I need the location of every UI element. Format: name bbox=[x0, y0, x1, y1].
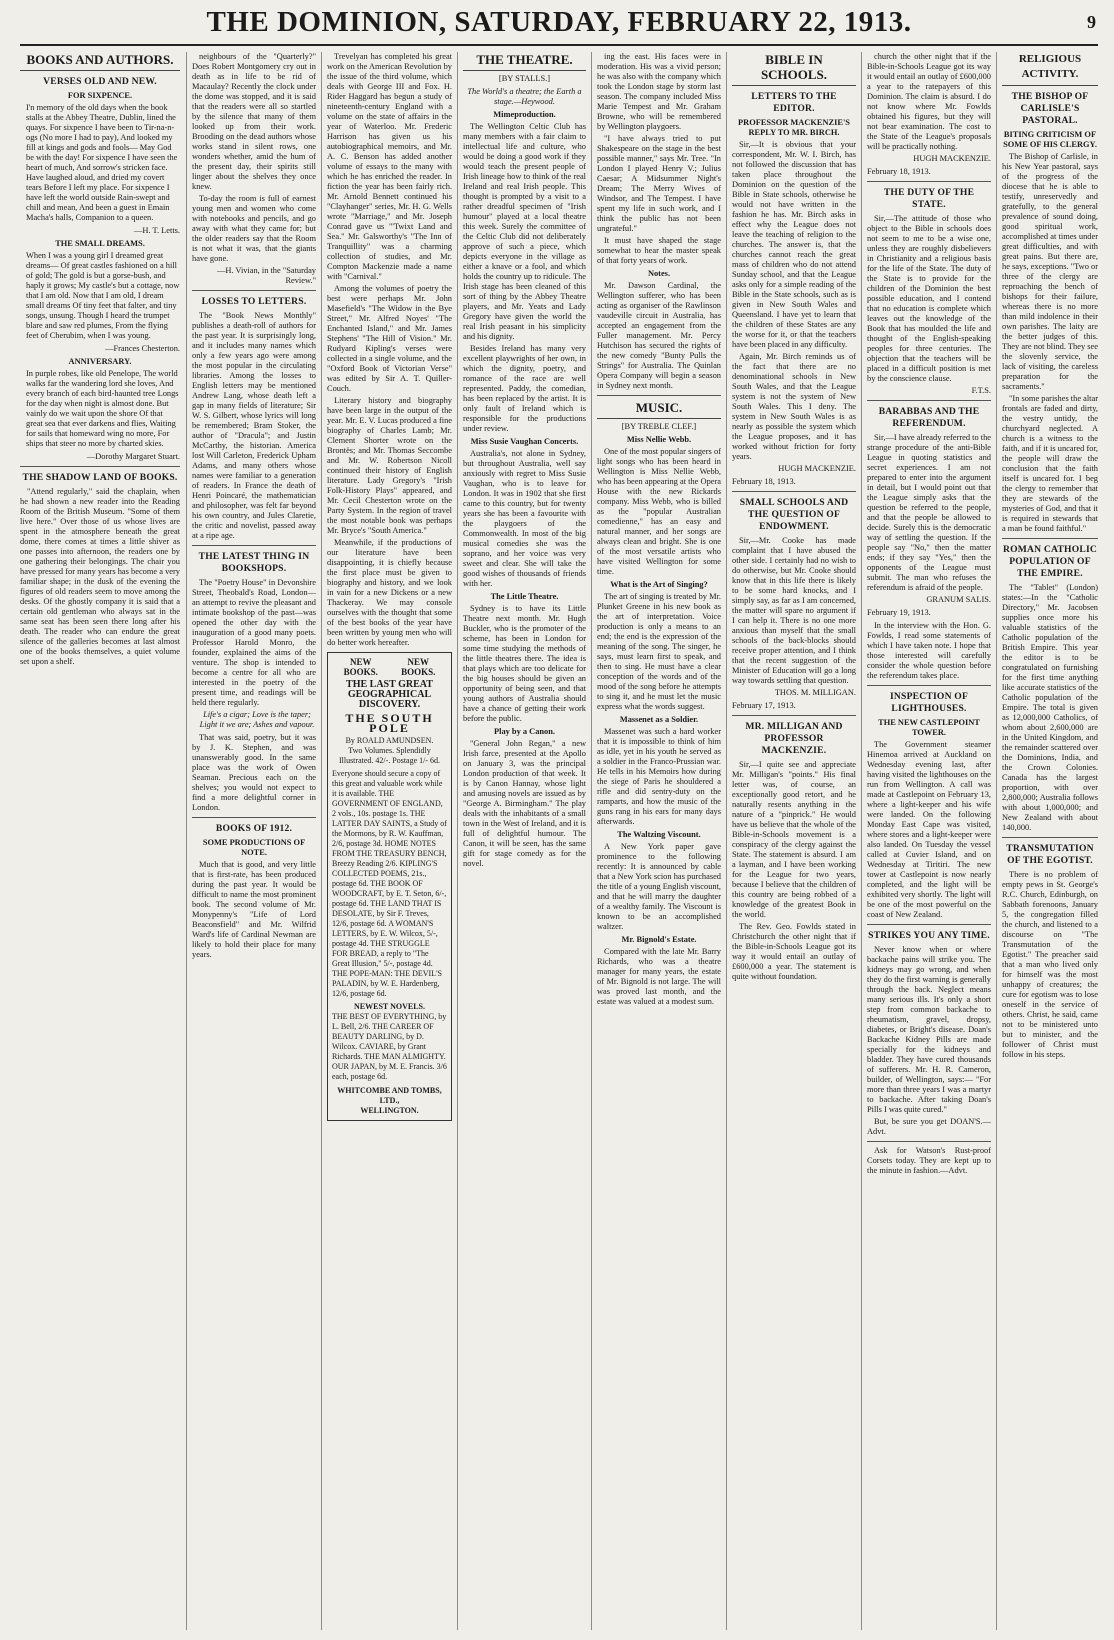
article-text: "General John Regan," a new Irish farce, presented at the Apollo on January 3, was the principal London production of that week. It is by Canon Hannay, whose light and amusing novels are issued as by "George A. Birmingham." The play deals with the inhabitants of a small town in the West of Ireland, and it is full of delightful humour. The Canon, it will be seen, has the same gift for stage comedy as for the novel. bbox=[463, 739, 586, 868]
letter-signature: HUGH MACKENZIE. bbox=[913, 154, 991, 163]
article-heading: MR. MILLIGAN AND PROFESSOR MACKENZIE. bbox=[745, 721, 843, 756]
article-subheading: The Little Theatre. bbox=[490, 592, 559, 601]
article-text: Meanwhile, if the productions of our literature have been disappointing, it is chiefly because the first place must be given to biography and history, and we look in vain for a new Dickens or a new Thackeray. We may console ourselves with the thought that some of the best books of the year have been written by young men who will do better work hereafter. bbox=[327, 538, 452, 647]
column-books-and-advert bbox=[327, 52, 452, 1630]
letter-text: Sir,—The attitude of those who object to the Bible in schools does not seem to me to be a wise one, unless they are roughly disbelievers in Christianity and a religious basis for the life of the State. The duty of the State is to provide for the children of the Dominion the best possible education, and I contend that no education is complete which leaves out the knowledge of the Book that has moulded the life and thought of the English-speaking peoples for three centuries. The objection that the teachers will be placed in a difficult position is met by the conscience clause. bbox=[867, 214, 991, 383]
article-subheading: Mimeproduction. bbox=[493, 110, 556, 119]
quoted-verse: Life's a cigar; Love is the taper; Light it we are; Ashes and vapour. bbox=[199, 710, 315, 729]
article-heading: SMALL SCHOOLS AND THE QUESTION OF ENDOWMENT. bbox=[739, 497, 849, 532]
divider bbox=[732, 715, 856, 716]
article-heading: BOOKS OF 1912. bbox=[215, 823, 293, 834]
ad-details: Two Volumes. Splendidly Illustrated. 42/-. Postage 1/- 6d. bbox=[338, 746, 441, 765]
divider bbox=[867, 685, 991, 686]
ad-header-left: NEW BOOKS. bbox=[343, 657, 378, 677]
article-text: Among the volumes of poetry the best were perhaps Mr. John Masefield's "The Widow in the Bye Street," Mr. Alfred Noyes' "The Enchanted Island," and Mr. James Stephens' "The Hill of Vision." Mr. Rudyard Kipling's verses were collected in a single volume, and the "Oxford Book of Victorian Verse" was edited by Sir A. T. Quiller-Couch. bbox=[327, 284, 452, 393]
letter-text: Sir,—Mr. Cooke has made complaint that I have abused the other side. I certainly had no wish to do otherwise, but Mr. Cooke should know that in this life there is likely to be some hard knocks, and I simply say, as far as I am concerned, the matter will spare no argument if I can help it. There is no one more anxious than myself that the small schools of the back-blocks should receive proper attention, and I think that the recent suggestion of the Minister of Education will go a long way towards settling that question. bbox=[732, 536, 856, 685]
ad-firm-name: WHITCOMBE AND TOMBS, LTD., bbox=[337, 1086, 442, 1105]
column-letters-continued bbox=[867, 52, 991, 1630]
column-rule bbox=[591, 52, 592, 1630]
article-heading: ROMAN CATHOLIC POPULATION OF THE EMPIRE. bbox=[1002, 544, 1098, 579]
ad-header bbox=[332, 657, 447, 677]
poem-text: When I was a young girl I dreamed great dreams— Of great castles fashioned on a hill of gold; The gold is but a gorse-bush, and haply it grows; My castle's but a cottage, now that I am old. Now that I am old, I dream small dreams Of tiny feet that falter, and tiny songs, unsung. Though I heard the trumpet blare and saw red plumes, From the flying feet of Cherubim, when I was young. bbox=[26, 251, 180, 340]
section-title: RELIGIOUS ACTIVITY. bbox=[1002, 52, 1098, 86]
article-signature: —H. Vivian, in the "Saturday Review." bbox=[216, 266, 316, 285]
section-title: THE THEATRE. bbox=[463, 52, 586, 71]
poem-title: THE SMALL DREAMS. bbox=[55, 239, 145, 248]
article-text: The Wellington Celtic Club has many members with a fair claim to intellectual life and culture, who would be doing a good work if they would teach the present people of Irish lineage how to think of the real Ireland and real Irish people. This thought is prompted by a visit to a rather dreadful specimen of "Irish humour" played at a local theatre this week. Surely the committee of the Celtic Club did not deliberately approve of such a piece, which depicts everyone in the village as either a knave or a fool, and which holds the country up to ridicule. The Irish stage has been cleaned of this sort of thing by the Abbey Theatre players, and Mr. Yeats and Lady Gregory have given the world the real Irish peasant in his simplicity and his dignity. bbox=[463, 122, 586, 341]
section-title: BOOKS AND AUTHORS. bbox=[20, 52, 180, 71]
ad-feature-title: THE SOUTH POLE bbox=[345, 711, 434, 735]
article-text: There is no problem of empty pews in St. George's R.C. Church, Edinburgh, on Sabbath forenoons, January 5, the congregation filled the church, and listened to a discourse on "The Transmutation of the Egotist." The preacher said that a man who lived only for himself was the most unhappy of creatures; the cure for egotism was to lose oneself in the service of others. Christ, he said, came not to be ministered unto but to minister, and the follower of Christ must follow in his steps. bbox=[1002, 870, 1098, 1059]
section-title: BIBLE IN SCHOOLS. bbox=[732, 52, 856, 86]
article-text: "Attend regularly," said the chaplain, when he had shown a new reader into the Reading Room of the British Museum. "Some of them live here." Over those of us whose lives are spent in the atmosphere beneath the great dome, there comes at times a little shiver as one passes into afternoon, the readers one by one gathering their belongings. The chair you have pressed for many years has become a very familiar shape; in the dusk of the evening the figures of old readers seem to move among the desks. Of the ghostly company it is said that a certain old gentleman who always sat in the same seat has been seen there long after his death. The reader who can endure the great silence of the galleries becomes at last almost one of the books themselves, a quiet volume set upon a shelf. bbox=[20, 487, 180, 666]
article-text: It must have shaped the stage somewhat to hear the master speak of that forty years of work. bbox=[597, 236, 721, 265]
letter-date: February 18, 1913. bbox=[867, 167, 931, 176]
article-text: Compared with the late Mr. Barry Richards, who was a theatre manager for many years, the estate of Mr. Bignold is not large. The will was proved last month, and the estate was valued at a modest sum. bbox=[597, 947, 721, 1006]
divider bbox=[1002, 837, 1098, 838]
article-heading: THE LATEST THING IN BOOKSHOPS. bbox=[198, 551, 310, 574]
divider bbox=[867, 181, 991, 182]
article-text: The "Book News Monthly" publishes a death-roll of authors for the past year. It is surprisingly long, and it includes many names which only a few years ago were among the most popular in the circulating libraries. Among the losses to English letters may be mentioned Andrew Lang, whose death left a gap in many fields of literature; Sir W. S. Gilbert, whose lyrics will long be remembered; Bram Stoker, the author of "Dracula"; and Justin McCarthy, the historian. America lost Will Carleton, Frederick Upham Adams, and many others whose names were familiar to a generation of readers. In France the death of Henri Poincaré, the mathematician and philosopher, was felt far beyond his own country, and Jules Claretie, the critic and novelist, passed away at a ripe age. bbox=[192, 311, 316, 540]
article-text: The Government steamer Hinemoa arrived at Auckland on Wednesday evening last, after having visited the lighthouses on the run from Wellington. A call was made at Castlepoint on February 13, where a light-keeper and his wife were landed. On the following Monday East Cape was visited, where stores and a light-keeper were also landed. On Tuesday the vessel called at Cuvier Island, and on Wednesday at Tiritiri. The new tower at Castlepoint is now nearly completed, and the light will be exhibited very shortly. The light will be one of the most powerful on the coast of New Zealand. bbox=[867, 740, 991, 919]
column-rule bbox=[457, 52, 458, 1630]
article-text: The "Tablet" (London) states:—In the "Catholic Directory," Mr. Jacobsen supplies once more his valuable statistics of the Catholic population of the British Empire. This year the editor is to be congratulated on furnishing for the first time anything like accurate statistics of the Catholic population of the Empire. The total is given as 12,000,000 Catholics, of whom about 2,600,000 are in the United Kingdom, and the remainder scattered over the Dominions, India, and the Crown Colonies. Canada has the largest proportion, with over 2,800,000; Australia follows with about 1,000,000; and New Zealand with about 140,000. bbox=[1002, 583, 1098, 832]
letter-signature: THOS. M. MILLIGAN. bbox=[774, 688, 856, 697]
column-religious-activity bbox=[1002, 52, 1098, 1630]
article-text: Australia's, not alone in Sydney, but throughout Australia, well say anxiously with regret to Miss Susie Vaughan, who is to leave for London. It was in 1902 that she first came to this country, but for twenty years she has been a favourite with the playgoers of the Commonwealth. In most of the big musical comedies she was the soprano, and her voice was very sweet and clear. She will take the good wishes of thousands of friends with her. bbox=[463, 449, 586, 588]
advert-text: Never know when or where backache pains will strike you. The kidneys may go wrong, and when they do the first warning is generally through the back. Neglect means many serious ills. It's only a short step from common backache to rheumatism, gravel, dropsy, diabetes, or Bright's disease. Doan's Backache Kidney Pills are made specially for the kidneys and bladder. They have cured thousands of sufferers. Mr. H. R. Cameron, builder, of Wellington, says:— "For more than three years I was a martyr to backache. After taking Doan's Pills I was quite cured." bbox=[867, 945, 991, 1114]
article-text: To-day the room is full of earnest young men and women who come with notebooks and pencils, and go away with what they came for; but the older readers say that the Room is not what it was, that the giants have gone. bbox=[192, 194, 316, 263]
article-subheading: THE NEW CASTLEPOINT TOWER. bbox=[878, 718, 980, 737]
column-bible-in-schools bbox=[732, 52, 856, 1630]
article-subheading: PROFESSOR MACKENZIE'S REPLY TO MR. BIRCH. bbox=[738, 118, 850, 137]
article-heading: TRANSMUTATION OF THE EGOTIST. bbox=[1006, 843, 1094, 866]
ad-book-list: Everyone should secure a copy of this great and valuable work while it is available. THE GOVERNMENT OF ENGLAND, 2 vols., 10s. postage 1s. THE LATTER DAY SAINTS, a Study of the Mormons, by R. W. Kauffman, 2/6, postage 3d. HOME NOTES FROM THE TREASURY BENCH, Breezy Reading 2/6. KIPLING'S COLLECTED POEMS, 21s., postage 6d. THE BOOK OF WOODCRAFT, by E. T. Seton, 6/-, postage 6d. THE LAND THAT IS DESOLATE, by Sir F. Treves, 12/6, postage 6d. A WOMAN'S LETTERS, by E. W. Wilcox, 5/-, postage 4d. THE STRUGGLE FOR BREAD, a reply to "The Great Illusion," 5/-, postage 4d. THE POPE-MAN: THE DEVIL'S PALADIN, by W. E. Hardenberg, 12/6, postage 6d. bbox=[332, 769, 447, 998]
letter-date: February 19, 1913. bbox=[867, 608, 931, 617]
article-subheading: BITING CRITICISM OF SOME OF HIS CLERGY. bbox=[1003, 130, 1097, 149]
article-subheading: What is the Art of Singing? bbox=[610, 580, 708, 589]
ad-header-right: NEW BOOKS. bbox=[401, 657, 436, 677]
article-text: A New York paper gave prominence to the following recently: It is announced by cable that a New York scion has purchased the title of a young English viscount, and that he will marry the daughter of a wealthy family. The Viscount is known to be an accomplished waltzer. bbox=[597, 842, 721, 931]
article-heading: THE DUTY OF THE STATE. bbox=[883, 187, 975, 210]
article-text: Mr. Dawson Cardinal, the Wellington sufferer, who has been acting as organiser of the Rawlinson vaudeville circuit in Australia, has accepted an engagement from the Fuller management. Mr. Percy Hutchison has secured the rights of the new comedy "Bunty Pulls the Strings" for Australia. The Quinlan Opera Company will begin a season in Sydney next month. bbox=[597, 281, 721, 390]
article-heading: LETTERS TO THE EDITOR. bbox=[751, 91, 837, 114]
ad-novels-list: THE BEST OF EVERYTHING, by L. Bell, 2/6. THE CAREER OF BEAUTY DARLING, by D. Wilcox. CAVIARE, by Grant Richards. THE MAN ALMIGHTY. OUR JAPAN, by M. E. Francis. 3/6 each, postage 6d. bbox=[332, 1012, 447, 1081]
column-rule bbox=[186, 52, 187, 1630]
letter-text: church the other night that if the Bible-in-Schools League got its way it would entail an outlay of £600,000 a year to the ratepayers of this Dominion. The claim is absurd. I do not know where Mr. Fowlds obtained his figures, but they will not bear examination. The cost to the State of the League's proposals will be practically nothing. bbox=[867, 52, 991, 151]
poem-text: In purple robes, like old Penelope, The world walks far the wandering lord she loves, And every branch of each bird-haunted tree Longs for the day when night is almost done. But vainly do we wait upon the shore Of that great sea that ever darkens and flies, Waiting for sails that homeward wing no more, For ships that steer no more by charted skies. bbox=[26, 369, 179, 448]
article-text: Trevelyan has completed his great work on the American Revolution by the issue of the third volume, which deals with George III and Fox. H. Rider Haggard has begun a study of nineteenth-century England with a volume on the state of affairs in the year of Waterloo. Mr. Frederic Harrison has given us his autobiographical memoirs, and Mr. A. C. Benson has added another volume of essays to the many with which he has enriched the reader. In fiction the year has been fairly rich. Mr. Arnold Bennett continued his "Clayhanger" series, Mr. H. G. Wells wrote "Marriage," and Mr. Joseph Conrad gave us "'Twixt Land and Sea." Mr. Galsworthy's "The Inn of Tranquillity" was a charming collection of studies, and Mr. Compton Mackenzie made a name with "Carnival." bbox=[327, 52, 452, 281]
poem-title: FOR SIXPENCE. bbox=[67, 91, 133, 100]
divider bbox=[192, 290, 316, 291]
article-subheading: Miss Nellie Webb. bbox=[626, 435, 692, 444]
masthead-title: THE DOMINION, SATURDAY, FEBRUARY 22, 1913. bbox=[206, 6, 912, 38]
ad-title: THE LAST GREAT GEOGRAPHICAL DISCOVERY. bbox=[346, 679, 433, 710]
epigraph: The World's a theatre; the Earth a stage.—Heywood. bbox=[467, 87, 582, 106]
ad-author: By ROALD AMUNDSEN. bbox=[345, 736, 434, 745]
byline: [BY STALLS.] bbox=[498, 74, 551, 83]
bookseller-advertisement bbox=[327, 652, 452, 1121]
masthead bbox=[20, 4, 1098, 46]
article-heading: INSPECTION OF LIGHTHOUSES. bbox=[889, 691, 969, 714]
article-heading: THE BISHOP OF CARLISLE'S PASTORAL. bbox=[1011, 91, 1089, 126]
article-subheading: SOME PRODUCTIONS OF NOTE. bbox=[202, 838, 306, 857]
article-subheading: The Waltzing Viscount. bbox=[617, 830, 701, 839]
article-text: Sydney is to have its Little Theatre next month. Mr. Hugh Buckler, who is the promoter of the scheme, has been in London for some time studying the methods of the little theatres there. The idea is that plays which are too delicate for the big houses should be given an opportunity of being seen, and that young authors of Australia should have a chance of getting their work before the public. bbox=[463, 604, 586, 723]
column-the-theatre bbox=[463, 52, 586, 1630]
letter-text: Sir,—I have already referred to the strange procedure of the anti-Bible League in quoting statistics and secret experiences. I am not prepared to enter into the argument in detail, but I would point out that the League simply asks that the question be referred to the people, and that the people be allowed to decide. Surely this is the democratic way of settling the question. If the people say "No," then the matter ends; if they say "Yes," then the opponents of the League must submit. The man who refuses the referendum is afraid of the people. bbox=[867, 433, 991, 592]
article-subheading: Massenet as a Soldier. bbox=[619, 715, 699, 724]
article-subheading: Notes. bbox=[647, 269, 671, 278]
article-text: "In some parishes the altar frontals are faded and dirty, the vestry untidy, the churchyard neglected. A church is a witness to the faith, and if it is uncared for, the people will draw the conclusion that the faith itself is uncared for. I beg the clergy to remember that they are stewards of the mysteries of God, and that it is required in stewards that a man be found faithful." bbox=[1002, 394, 1098, 533]
poem-text: I'n memory of the old days when the book stalls at the Abbey Theatre, Dublin, lined the quays. For sixpence I have been to Tir-na-n-ogs (No more I had to pay), And looked my fill at kings and gods and fools— May God be with the day! For sixpence I have seen the heart of much, And sorrow's stricken face. Have laughed aloud, and dried my covert tears Before I left my place. For sixpence I have left the world outside Rain-swept and chill and mean, And been a guest in Emain Macha's halls, Companion to a queen. bbox=[26, 103, 178, 222]
letter-signature: HUGH MACKENZIE. bbox=[778, 464, 856, 473]
advert-heading: STRIKES YOU ANY TIME. bbox=[868, 930, 990, 941]
article-text: In the interview with the Hon. G. Fowlds, I read some statements of which I have taken note. I hope that those interested will carefully consider the whole question before the referendum takes place. bbox=[867, 621, 991, 680]
letter-text: Sir,—It is obvious that your correspondent, Mr. W. I. Birch, has not followed the discussion that has taken place throughout the Dominion on the question of the Bible in State schools, otherwise he would not have written in the fashion he has. Mr. Birch asks in effect why the League does not leave the teaching of religion to the churches. The answer is, that the churches cannot reach the great mass of children who do not attend Sunday school, and that the League asks only for a simple reading of the Bible in the State schools, such as is given in New South Wales and Queensland. I have yet to learn that the children of these States are any the worse for it, or that the teachers have been placed in any difficulty. bbox=[732, 140, 856, 349]
letter-text: Again, Mr. Birch reminds us of the fact that there are no denominational schools in New South Wales, and that the League system is not the system of New South Wales. This I deny. The system in New South Wales is as nearly as possible the system which the League proposes, and it has worked without friction for forty years. bbox=[732, 352, 856, 461]
divider bbox=[732, 491, 856, 492]
letter-text: Sir,—I quite see and appreciate Mr. Milligan's "points." His final letter was, of course, an exceptionally good retort, and he naturally resents anything in the nature of a "pinprick." He would have us believe that the whole of the Bible-in-Schools movement is a conspiracy of the clergy against the State. The statement is absurd. I am a layman, and I have been working for the League for two years, because I believe that the children of this country are being robbed of a knowledge of the greatest Book in the world. bbox=[732, 760, 856, 919]
article-subheading: Miss Susie Vaughan Concerts. bbox=[470, 437, 579, 446]
divider bbox=[1002, 538, 1098, 539]
letter-date: February 18, 1913. bbox=[732, 477, 796, 486]
divider bbox=[597, 395, 721, 396]
letter-text: The Rev. Geo. Fowlds stated in Christchurch the other night that if the Bible-in-Schools League got its way it would entail an outlay of £600,000 a year. The statement is quite without foundation. bbox=[732, 922, 856, 981]
article-text: One of the most popular singers of light songs who has been heard in Wellington is Miss Nellie Webb, who has been appearing at the Opera House with the new Rickards company. Miss Webb, who is billed as the "popular Australian comedienne," has an easy and natural manner, and her songs are always clean and bright. She is one of the most versatile artists who have visited Wellington for some time. bbox=[597, 447, 721, 576]
advert-text: Ask for Watson's Rust-proof Corsets today. They are kept up to the minute in fashion.—Advt. bbox=[867, 1146, 991, 1175]
column-rule bbox=[861, 52, 862, 1630]
column-rule bbox=[321, 52, 322, 1630]
poem-title: ANNIVERSARY. bbox=[68, 357, 132, 366]
article-text: neighbours of the "Quarterly?" Does Robert Montgomery cry out in death as in life to be rid of Macaulay? Recently the clock under the dome was stopped, and it is said that the readers were all so startled by the silence that many of them looked up from their work. Brooding on the dead authors whose works stand in silent rows, one wonders whether, amid the hum of the present day, their spirits still linger about the shelves they once knew. bbox=[192, 52, 316, 191]
column-rule bbox=[996, 52, 997, 1630]
article-text: The "Poetry House" in Devonshire Street, Theobald's Road, London—an attempt to revive the pleasant and intimate bookshop of the past—was opened the other day with the inauguration of a good many poets. Professor Harold Monro, the founder, explained the aims of the venture. The shop is intended to become a centre for all who are interested in the poetry of the present time, and readings will be held there regularly. bbox=[192, 578, 316, 707]
column-books-continued bbox=[192, 52, 316, 1630]
article-text: Besides Ireland has many very excellent playwrights of her own, in which the dignity, poetry, and romance of the race are well represented. Paddy, the comedian, has been replaced by the artist. It is only fault of Ireland which is responsible for the productions under review. bbox=[463, 344, 586, 433]
article-heading: VERSES OLD AND NEW. bbox=[43, 76, 157, 87]
section-title: MUSIC. bbox=[597, 400, 721, 419]
article-text: That was said, poetry, but it was by J. K. Stephen, and was unanswerably good. In the same place was the work of Owen Seaman. Precious each on the shelves; you would not expect to find a more delightful corner in London. bbox=[192, 733, 316, 812]
article-text: The Bishop of Carlisle, in his New Year pastoral, says of the progress of the diocese that he is able to testify, unreservedly and gratefully, to the general prevalence of sound doing, good spiritual work, accomplished at times under great difficulties, and with great pains. But there are, he says, exceptions. "Two or three of the clergy are reproaching the bench of bishops for their failure, whereas there is no more than mild indolence in their own parishes. The laity are the better judges of this. They are not blind. They see the slovenly service, the lack of visiting, the careless preparation for the sacraments." bbox=[1002, 152, 1098, 391]
column-books-and-authors bbox=[20, 52, 180, 1630]
article-text: "I have always tried to put Shakespeare on the stage in the best possible manner," says Mr. Tree. "In London I played Henry V.; Julius Caesar; A Midsummer Night's Dream; The Merry Wives of Windsor, and The Tempest. I have spent my life in such work, and I think the public has not been ungrateful." bbox=[597, 134, 721, 233]
poem-signature: —H. T. Letts. bbox=[134, 226, 180, 235]
article-heading: THE SHADOW LAND OF BOOKS. bbox=[22, 472, 178, 483]
letter-date: February 17, 1913. bbox=[732, 701, 796, 710]
ad-novels-heading: NEWEST NOVELS. bbox=[354, 1002, 425, 1011]
article-heading: LOSSES TO LETTERS. bbox=[201, 296, 307, 307]
letter-signature: GRANUM SALIS. bbox=[926, 595, 991, 604]
article-heading: BARABBAS AND THE REFERENDUM. bbox=[878, 406, 980, 429]
article-subheading: Play by a Canon. bbox=[494, 727, 555, 736]
divider bbox=[867, 400, 991, 401]
poem-signature: —Frances Chesterton. bbox=[105, 344, 180, 353]
divider bbox=[192, 817, 316, 818]
article-subheading: Mr. Bignold's Estate. bbox=[621, 935, 697, 944]
article-text: Much that is good, and very little that is first-rate, has been produced during the past year. It would be difficult to name the most prominent book. The second volume of Mr. Monypenny's "Life of Lord Beaconsfield" and Mr. Wilfrid Ward's life of Cardinal Newman are likely to hold their place for many years. bbox=[192, 860, 316, 959]
ad-firm-place: WELLINGTON. bbox=[360, 1106, 419, 1115]
article-text: Massenet was such a hard worker that it is impossible to think of him as idle, yet in his youth he served as a soldier in the Franco-Prussian war. He tells in his Memoirs how during the siege of Paris he shouldered a rifle and did sentry-duty on the ramparts, and how the music of the guns rang in his ears for many days afterwards. bbox=[597, 727, 721, 826]
byline: [BY TREBLE CLEF.] bbox=[621, 422, 697, 431]
divider bbox=[192, 545, 316, 546]
divider bbox=[867, 924, 991, 925]
letter-signature: F.T.S. bbox=[971, 386, 991, 395]
page-number: 9 bbox=[1087, 12, 1096, 32]
divider bbox=[867, 1141, 991, 1142]
column-theatre-and-music bbox=[597, 52, 721, 1630]
article-text: Literary history and biography have been large in the output of the year. Mr. E. V. Lucas produced a fine biography of Charles Lamb; Mr. Clement Shorter wrote on the Brontës; and Mr. Thomas Seccombe and Mr. W. Robertson Nicoll continued their history of English literature. Lady Gregory's "Irish Folk-History Plays" appeared, and Mr. Cecil Chesterton wrote on the Party System. In the region of travel the most notable book was perhaps Mr. Bryce's "South America." bbox=[327, 396, 452, 535]
article-text: The art of singing is treated by Mr. Plunket Greene in his new book as the art of interpretation. Voice production is only a means to an end; the end is the expression of the meaning of the song. The singer, he says, must learn first to speak, and then to sing. He must have a clear conception of the words and of the mood of the song before he attempts to sing it, and he must let the music express what the words suggest. bbox=[597, 592, 721, 711]
poem-signature: —Dorothy Margaret Stuart. bbox=[86, 452, 180, 461]
column-rule bbox=[726, 52, 727, 1630]
divider bbox=[20, 466, 180, 467]
advert-text: But, be sure you get DOAN'S.—Advt. bbox=[867, 1117, 991, 1136]
article-text: ing the east. His faces were in moderation. His was a vivid person; he was also with the company which took the London stage by storm last season. The company included Miss Marie Tempest and Mr. Graham Browne, who will be remembered by Wellington playgoers. bbox=[597, 52, 721, 131]
